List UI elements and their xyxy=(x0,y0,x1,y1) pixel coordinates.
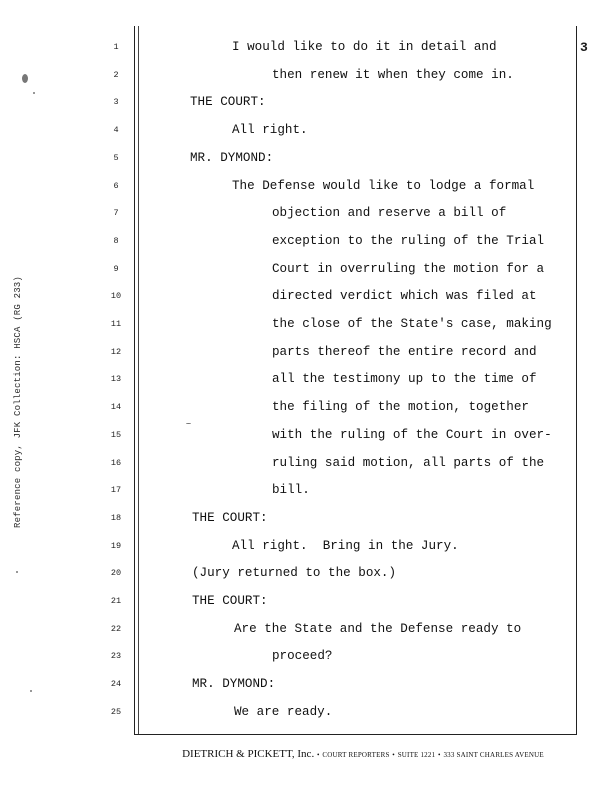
line-number: 1 xyxy=(113,42,119,52)
line-number: 17 xyxy=(110,485,122,496)
line-number: 22 xyxy=(110,623,122,634)
footer-separator: • xyxy=(316,751,320,759)
footer-separator: • xyxy=(438,751,441,759)
transcript-line: objection and reserve a bill of xyxy=(272,206,507,221)
transcript-line: Court in overruling the motion for a xyxy=(272,261,545,276)
transcript-line: MR. DYMOND: xyxy=(190,150,274,165)
inner-rule xyxy=(138,26,139,734)
transcript-line: ruling said motion, all parts of the xyxy=(272,455,545,470)
line-number: 21 xyxy=(110,596,122,606)
transcript-line: MR. DYMOND: xyxy=(192,677,276,692)
line-number: 20 xyxy=(110,568,122,579)
transcript-line: bill. xyxy=(272,483,310,498)
transcript-line: THE COURT: xyxy=(192,594,268,608)
line-number: 3 xyxy=(113,97,119,108)
transcript-line: directed verdict which was filed at xyxy=(272,289,537,304)
line-number: 14 xyxy=(110,402,122,413)
line-number: 15 xyxy=(110,429,122,440)
transcript-line: the close of the State's case, making xyxy=(272,317,552,331)
line-number: 12 xyxy=(110,346,122,357)
line-number: 4 xyxy=(113,125,119,136)
scan-speck xyxy=(30,690,32,692)
line-number: 8 xyxy=(113,235,119,246)
transcript-line: parts thereof the entire record and xyxy=(272,344,537,359)
transcript-line: with the ruling of the Court in over- xyxy=(272,427,552,442)
line-number: 23 xyxy=(110,651,122,662)
reporter-footer xyxy=(148,748,578,760)
line-number: 5 xyxy=(113,152,119,163)
scan-speck xyxy=(186,423,191,424)
archive-margin-note: Reference copy, JFK Collection: HSCA (RG 233) xyxy=(13,275,23,529)
line-number: 19 xyxy=(110,540,122,551)
scan-speck xyxy=(33,92,35,94)
transcript-line: Are the State and the Defense ready to xyxy=(234,621,522,636)
footer-suite: SUITE 1221 xyxy=(397,751,436,759)
transcript-line: THE COURT: xyxy=(190,95,266,110)
line-number: 10 xyxy=(110,291,122,302)
line-number: 7 xyxy=(113,208,119,219)
line-number: 11 xyxy=(110,319,122,329)
scan-speck xyxy=(16,571,18,573)
transcript-line: proceed? xyxy=(272,649,333,664)
footer-address: 333 SAINT CHARLES AVENUE xyxy=(443,751,544,759)
transcript-line: I would like to do it in detail and xyxy=(232,40,497,54)
scan-speck xyxy=(22,74,28,83)
line-number: 9 xyxy=(113,263,119,274)
transcript-line: All right. xyxy=(232,123,308,138)
transcript-line: All right. Bring in the Jury. xyxy=(232,538,459,553)
line-number: 2 xyxy=(113,69,119,80)
footer-separator: • xyxy=(392,751,395,759)
transcript-line: The Defense would like to lodge a formal xyxy=(232,178,535,193)
line-number: 25 xyxy=(110,706,122,717)
line-number: 24 xyxy=(110,679,122,690)
line-number: 16 xyxy=(110,457,122,468)
transcript-line: then renew it when they come in. xyxy=(272,67,514,82)
transcript-line: all the testimony up to the time of xyxy=(272,372,537,387)
page-number: 3 xyxy=(580,40,588,55)
transcript-line: exception to the ruling of the Trial xyxy=(272,233,545,248)
transcript-line: We are ready. xyxy=(234,704,333,719)
footer-reporters: COURT REPORTERS xyxy=(322,751,390,759)
footer-firm: DIETRICH & PICKETT, Inc. xyxy=(182,748,315,760)
transcript-line: the filing of the motion, together xyxy=(272,400,529,415)
line-number: 13 xyxy=(110,374,122,385)
transcript-line: THE COURT: xyxy=(192,510,268,525)
line-number: 6 xyxy=(113,180,119,191)
line-number: 18 xyxy=(110,512,122,523)
transcript-line: (Jury returned to the box.) xyxy=(192,566,397,581)
